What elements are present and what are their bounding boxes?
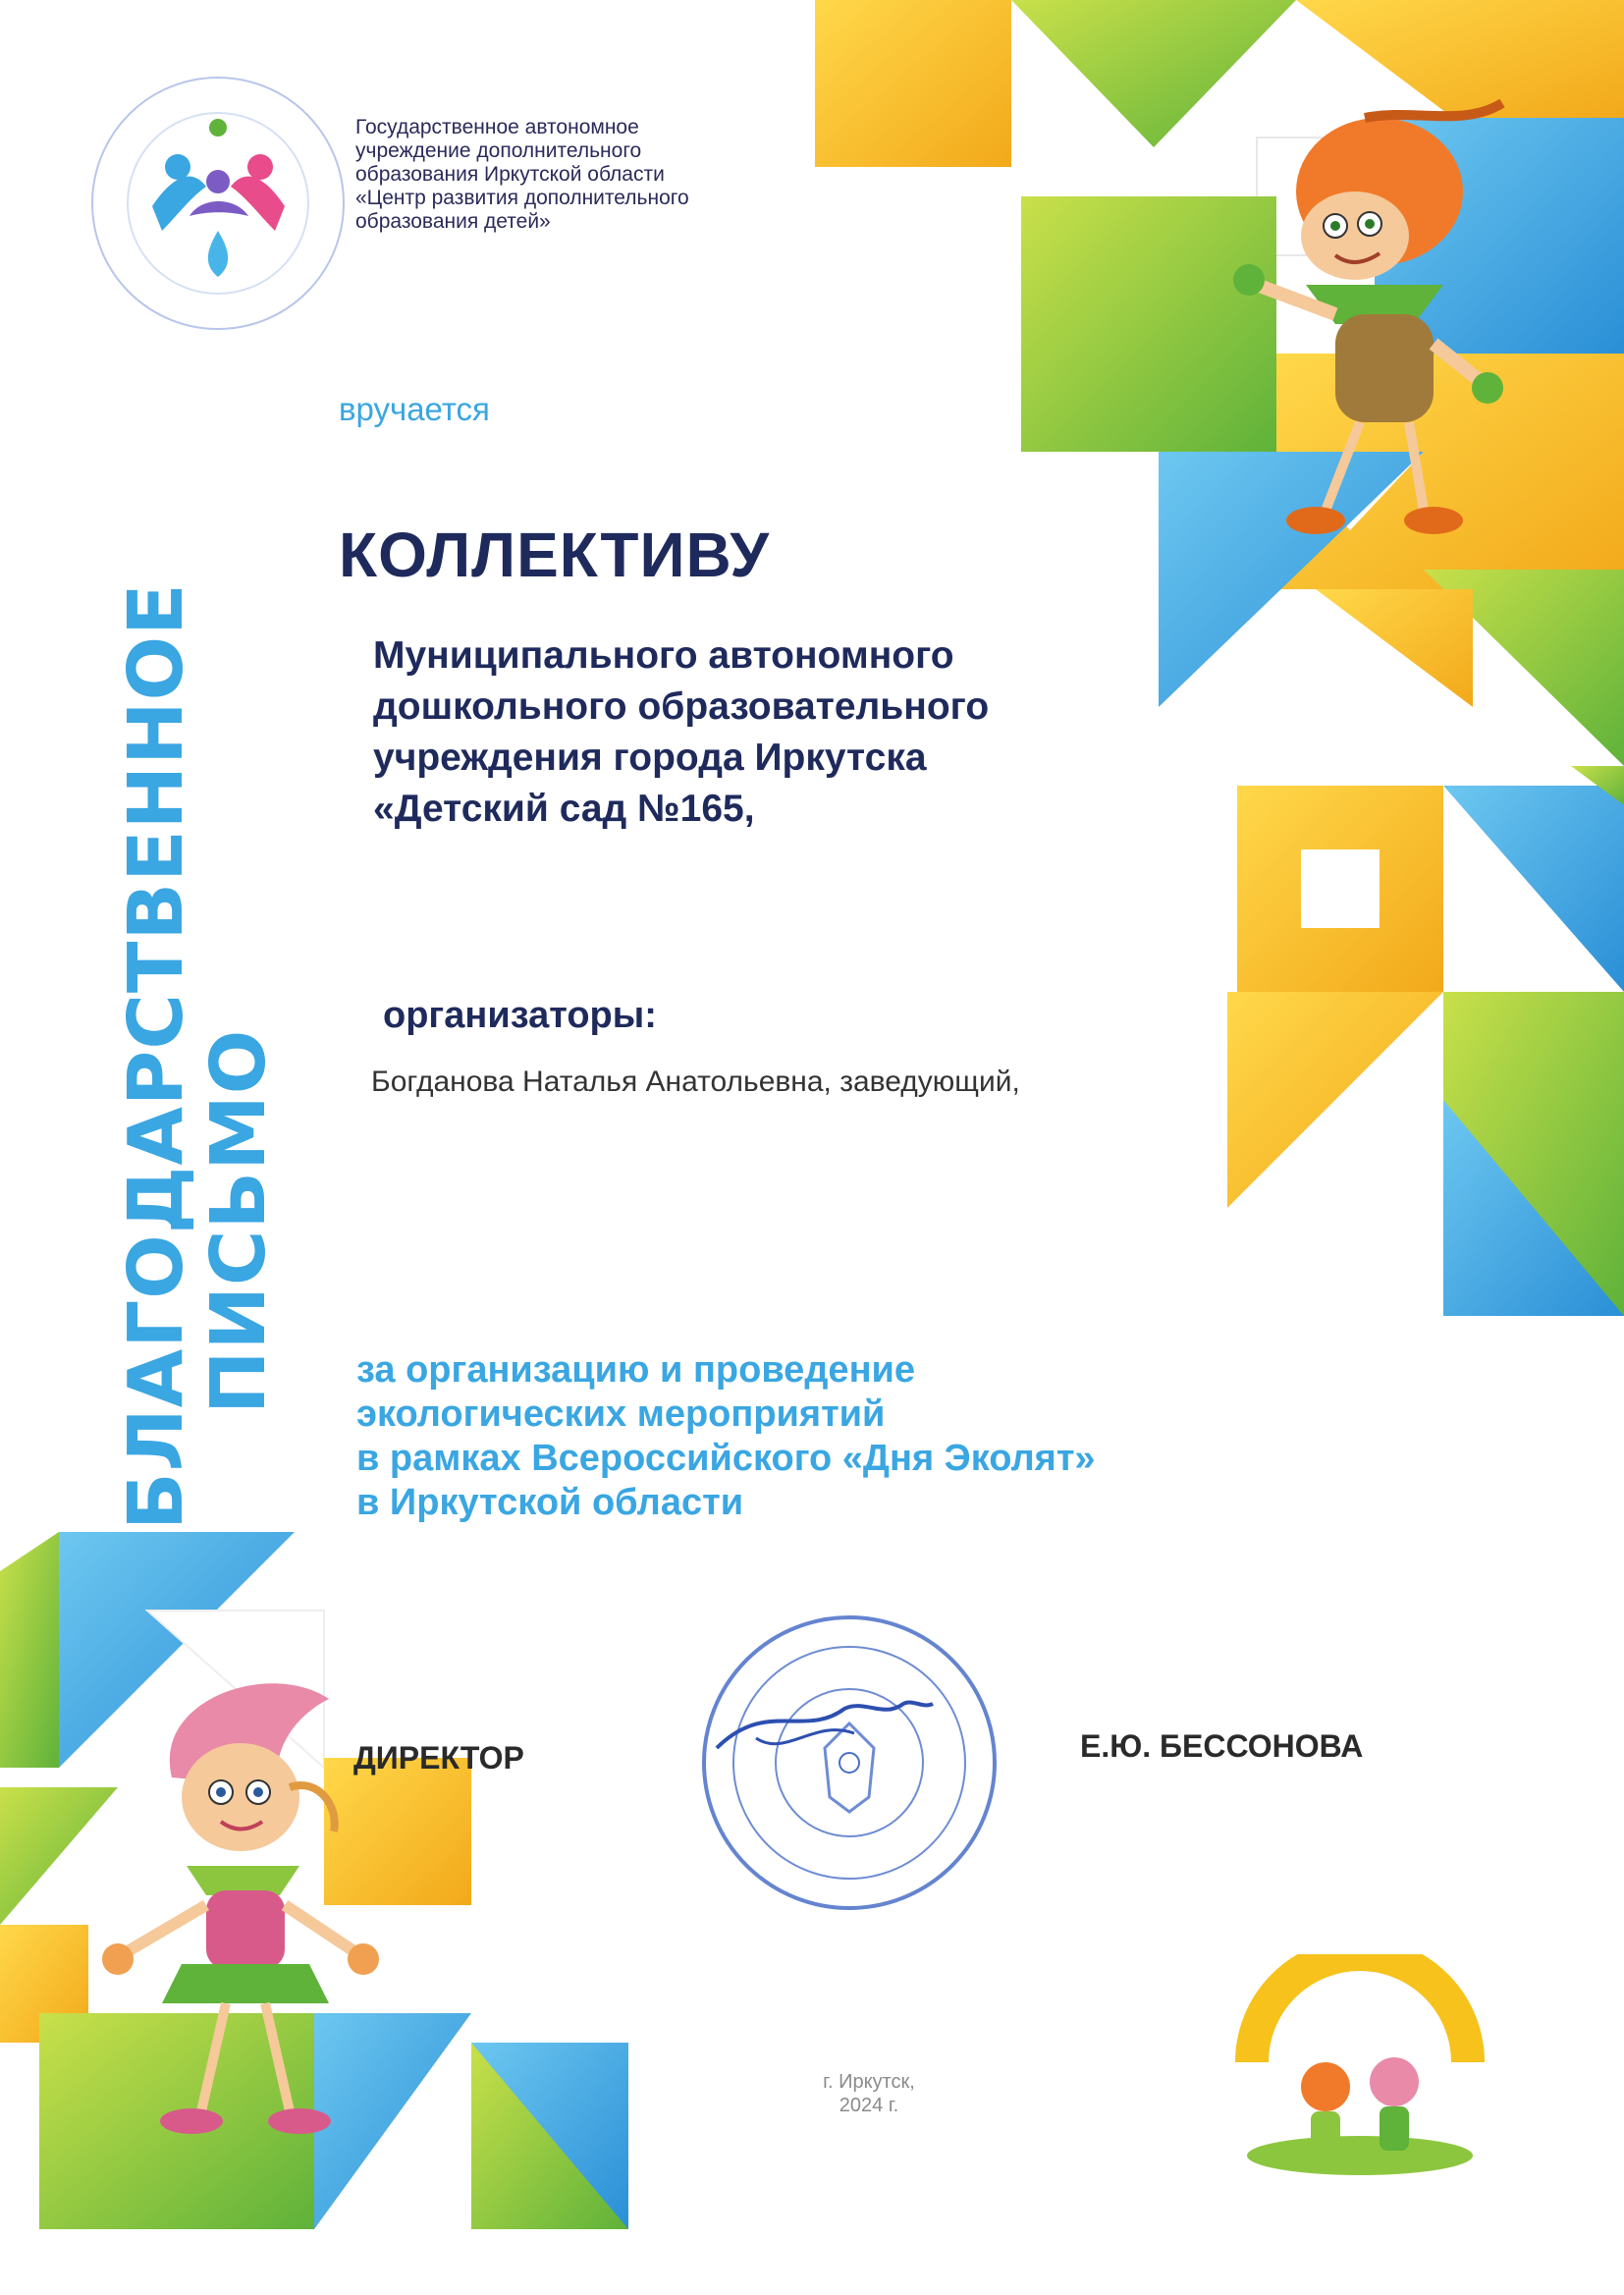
deco-triangle	[1443, 786, 1624, 992]
org-line: учреждение дополнительного	[355, 139, 642, 162]
org-line: «Центр развития дополнительного	[355, 187, 689, 209]
signatory-name: Е.Ю. БЕССОНОВА	[1080, 1728, 1364, 1764]
deco-triangle	[1316, 589, 1473, 707]
organizer-name: Богданова Наталья Анатольевна, заведующий,	[371, 1066, 1020, 1098]
award-reason	[356, 1348, 1096, 1525]
year: 2024 г.	[839, 2095, 899, 2116]
document-title	[113, 393, 309, 1532]
institution-line: Муниципального автономного	[373, 634, 954, 677]
signatory-position: ДИРЕКТОР	[353, 1740, 524, 1776]
city: г. Иркутск,	[823, 2071, 915, 2093]
reason-line: в рамках Всероссийского «Дня Эколят»	[356, 1438, 1096, 1479]
organization-logo	[83, 69, 353, 339]
official-seal	[697, 1611, 1001, 1915]
reason-line: экологических мероприятий	[356, 1393, 886, 1435]
deco-triangle	[0, 1532, 59, 1768]
deco-square-inner	[1301, 849, 1380, 928]
reason-line: в Иркутской области	[356, 1482, 744, 1523]
institution-line: «Детский сад №165,	[373, 788, 755, 830]
org-line: образования детей»	[355, 210, 551, 233]
ekolyata-logo	[1232, 1954, 1488, 2180]
institution-line: дошкольного образовательного	[373, 685, 990, 728]
title-line-2: ПИСЬМО	[195, 1028, 283, 1414]
reason-line: за организацию и проведение	[356, 1349, 916, 1391]
org-line: образования Иркутской области	[355, 163, 665, 186]
institution-line: учреждения города Иркутска	[373, 737, 927, 779]
organizers-label: организаторы:	[383, 995, 657, 1036]
place-date	[766, 2070, 972, 2117]
character-illustration-girl	[93, 1660, 407, 2151]
awarded-label: вручается	[339, 391, 490, 427]
deco-triangle	[1227, 992, 1443, 1208]
organization-name	[355, 116, 866, 234]
title-line-1: БЛАГОДАРСТВЕННОЕ	[113, 582, 200, 1530]
recipient-heading: КОЛЛЕКТИВУ	[339, 519, 771, 590]
character-illustration-boy	[1188, 88, 1542, 560]
org-line: Государственное автономное	[355, 116, 639, 138]
institution-name	[373, 630, 989, 835]
